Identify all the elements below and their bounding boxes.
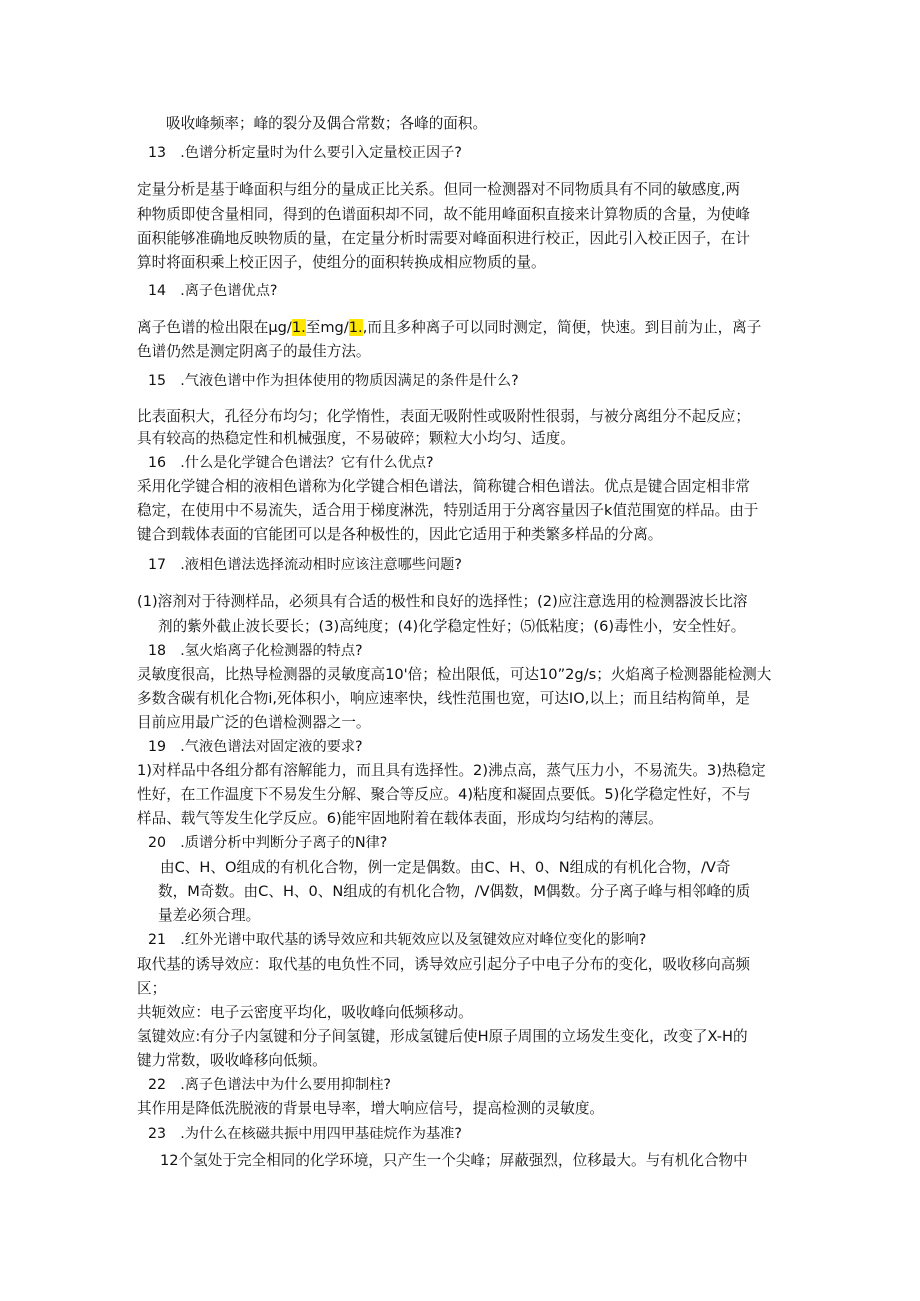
answer-line: 取代基的诱导效应：取代基的电负性不同，诱导效应引起分子中电子分布的变化，吸收移向高频: [137, 956, 750, 973]
question-23: 23 .为什么在核磁共振中用四甲基硅烷作为基准?: [148, 1126, 462, 1142]
answer-line: 样品、载气等发生化学反应。6)能牢固地附着在载体表面，形成均匀结构的薄层。: [137, 810, 663, 827]
answer-line: 算时将面积乘上校正因子，使组分的面积转换成相应物质的量。: [137, 254, 546, 271]
answer-line: 具有较高的热稳定性和机械强度，不易破碎；颗粒大小均匀、适度。: [137, 430, 575, 447]
question-20: 20 .质谱分析中判断分子离子的N律?: [148, 835, 388, 851]
question-17: 17 .液相色谱法选择流动相时应该注意哪些问题?: [148, 557, 462, 573]
answer-line: 面积能够准确地反映物质的量，在定量分析时需要对峰面积进行校正，因此引入校正因子，在计: [137, 230, 750, 247]
answer-line: 稳定，在使用中不易流失，适合用于梯度淋洗，特别适用于分离容量因子k值范围宽的样品。由于: [137, 502, 759, 519]
answer-line: 其作用是降低洗脱液的背景电导率，增大响应信号，提高检测的灵敏度。: [137, 1100, 605, 1117]
answer-line: 采用化学键合相的液相色谱称为化学键合相色谱法，简称键合相色谱法。优点是键合固定相非常: [137, 478, 750, 495]
text-segment: 离子色谱的检出限在μg/: [137, 319, 292, 336]
answer-line: 键合到载体表面的官能团可以是各种极性的，因此它适用于种类繁多样品的分离。: [137, 526, 663, 543]
answer-line: 量差必须合理。: [158, 907, 261, 924]
text-segment: 至mg/: [305, 319, 349, 336]
answer-line: 12个氢处于完全相同的化学环境，只产生一个尖峰；屏蔽强烈，位移最大。与有机化合物中: [160, 1152, 748, 1169]
answer-line: (1)溶剂对于待测样品，必须具有合适的极性和良好的选择性；(2)应注意选用的检测器波长比溶: [137, 593, 748, 610]
answer-line: 种物质即使含量相同，得到的色谱面积却不同，故不能用峰面积直接来计算物质的含量，为使峰: [137, 206, 750, 223]
answer-line: 比表面积大，孔径分布均匀；化学惰性，表面无吸附性或吸附性很弱，与被分离组分不起反应；: [137, 408, 750, 425]
answer-line: 键力常数，吸收峰移向低频。: [137, 1052, 327, 1069]
answer-line: 由C、H、O组成的有机化合物，例一定是偶数。由C、H、0、N组成的有机化合物，/V奇: [160, 859, 731, 876]
question-15: 15 .气液色谱中作为担体使用的物质因满足的条件是什么?: [148, 373, 519, 389]
answer-line: 1)对样品中各组分都有溶解能力，而且具有选择性。2)沸点高，蒸气压力小，不易流失。3)热稳定: [137, 762, 766, 779]
highlighted-text: 1.: [291, 319, 306, 336]
question-18: 18 .氢火焰离子化检测器的特点?: [148, 643, 363, 659]
text-segment: ,而且多种离子可以同时测定，简便，快速。到目前为止，离子: [362, 319, 762, 336]
answer-line: 多数含碳有机化合物i,死体积小，响应速率快，线性范围也宽，可达IO,以上；而且结构简单，是: [137, 690, 750, 707]
answer-line: 氢键效应:有分子内氢键和分子间氢键，形成氢键后使H原子周围的立场发生变化，改变了X-H的: [137, 1028, 748, 1045]
answer-line: 数，M奇数。由C、H、0、N组成的有机化合物，/V偶数，M偶数。分子离子峰与相邻峰的质: [158, 883, 751, 900]
answer-line: 定量分析是基于峰面积与组分的量成正比关系。但同一检测器对不同物质具有不同的敏感度,两: [137, 181, 740, 198]
answer-line: 目前应用最广泛的色谱检测器之一。: [137, 714, 371, 731]
question-16: 16 .什么是化学键合色谱法？它有什么优点?: [148, 455, 434, 471]
answer-line: 性好，在工作温度下不易发生分解、聚合等反应。4)粘度和凝固点要低。5)化学稳定性好，不与: [137, 786, 751, 803]
answer-line: 区；: [137, 980, 167, 997]
question-13: 13 .色谱分析定量时为什么要引入定量校正因子?: [148, 145, 462, 161]
answer-line: 吸收峰频率；峰的裂分及偶合常数；各峰的面积。: [166, 115, 488, 132]
question-22: 22 .离子色谱法中为什么要用抑制柱?: [148, 1077, 391, 1093]
answer-line: 色谱仍然是测定阴离子的最佳方法。: [137, 343, 371, 360]
question-21: 21 .红外光谱中取代基的诱导效应和共轭效应以及氢键效应对峰位变化的影响?: [148, 932, 647, 948]
highlighted-text: 1.: [348, 319, 363, 336]
answer-line: [137, 317, 761, 339]
question-19: 19 .气液色谱法对固定液的要求?: [148, 739, 363, 755]
answer-line: 灵敏度很高，比热导检测器的灵敏度高10'倍；检出限低，可达10”2g∕s；火焰离子检测器能检测大: [137, 666, 772, 683]
question-14: 14 .离子色谱优点?: [148, 283, 278, 299]
answer-line: 剂的紫外截止波长要长；(3)高纯度；(4)化学稳定性好；⑸低粘度；(6)毒性小，安全性好。: [158, 618, 746, 635]
answer-line: 共轭效应：电子云密度平均化，吸收峰向低频移动。: [137, 1004, 473, 1021]
